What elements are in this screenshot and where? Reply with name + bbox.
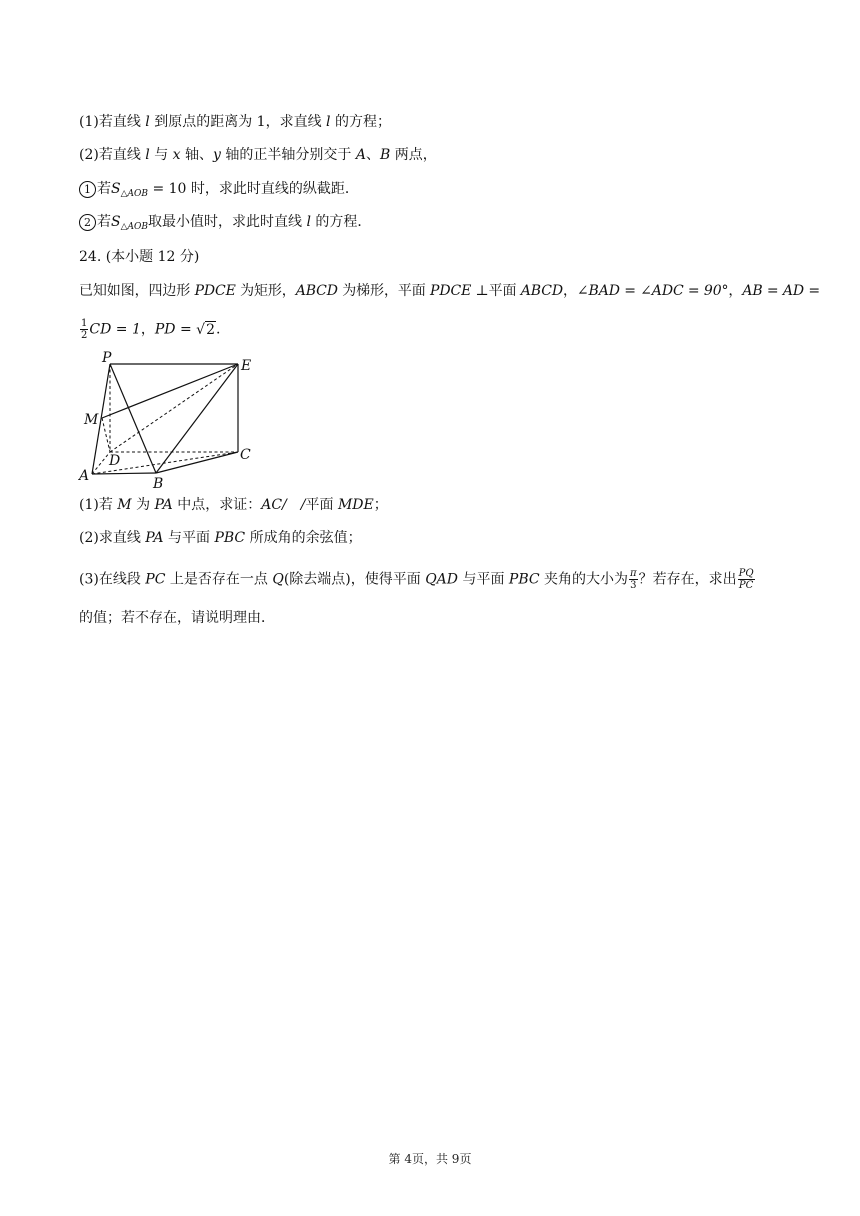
page-footer: 第 4页，共 9页 bbox=[388, 1152, 472, 1166]
q24-given-line1: 已知如图，四边形 PDCE 为矩形，ABCD 为梯形，平面 PDCE ⊥平面 ABCD，∠BAD = ∠ADC = 90°，AB = AD = bbox=[79, 283, 820, 299]
q24-part2: (2)求直线 PA 与平面 PBC 所成角的余弦值； bbox=[79, 530, 362, 546]
label-D: D bbox=[109, 453, 121, 469]
label-P: P bbox=[102, 350, 112, 366]
q23-part2-sub2: 2 若$S_{\triangle AOB}$取最小值时，求此时直线 l 的方程． bbox=[79, 212, 371, 237]
fraction-pq-over-pc: $\frac{PQ}{PC}$ bbox=[738, 568, 754, 591]
q23-part2: (2)若直线 l 与 x 轴、y 轴的正半轴分别交于 A、B 两点， bbox=[79, 147, 437, 163]
geometry-figure bbox=[78, 348, 263, 490]
label-M: M bbox=[84, 412, 99, 428]
circled-number-2: 2 bbox=[79, 214, 96, 231]
fraction-pi-over-3: $\frac{\pi}{3}$ bbox=[630, 568, 637, 591]
label-B: B bbox=[153, 476, 164, 490]
q24-part3-continued: 的值；若不存在，请说明理由． bbox=[79, 610, 275, 626]
sqrt-two: √2 bbox=[196, 321, 215, 338]
q23-part1: (1)若直线 l 到原点的距离为 1，求直线 l 的方程； bbox=[79, 114, 391, 130]
label-A: A bbox=[79, 468, 90, 484]
q24-header: 24. (本小题 12 分) bbox=[79, 249, 200, 265]
q23-part2-sub1: 1 若$S_{\triangle AOB} = 10$ 时，求此时直线的纵截距． bbox=[79, 179, 359, 204]
q24-part1: (1)若 M 为 PA 中点，求证：AC/ /平面 MDE； bbox=[79, 497, 388, 513]
label-E: E bbox=[241, 358, 252, 374]
circled-number-1: 1 bbox=[79, 181, 96, 198]
q24-part3: (3)在线段 PC 上是否存在一点 Q(除去端点)，使得平面 QAD 与平面 PBC 夹角的大小为 $\frac{\pi}{3}$ ？若存在，求出 $\frac{PQ}{PC}$ bbox=[79, 568, 754, 591]
label-C: C bbox=[240, 447, 251, 463]
q24-given-line2: $\frac{1}{2}$ CD = 1，PD = √2. bbox=[81, 318, 221, 341]
fraction-one-half: $\frac{1}{2}$ bbox=[81, 318, 88, 341]
